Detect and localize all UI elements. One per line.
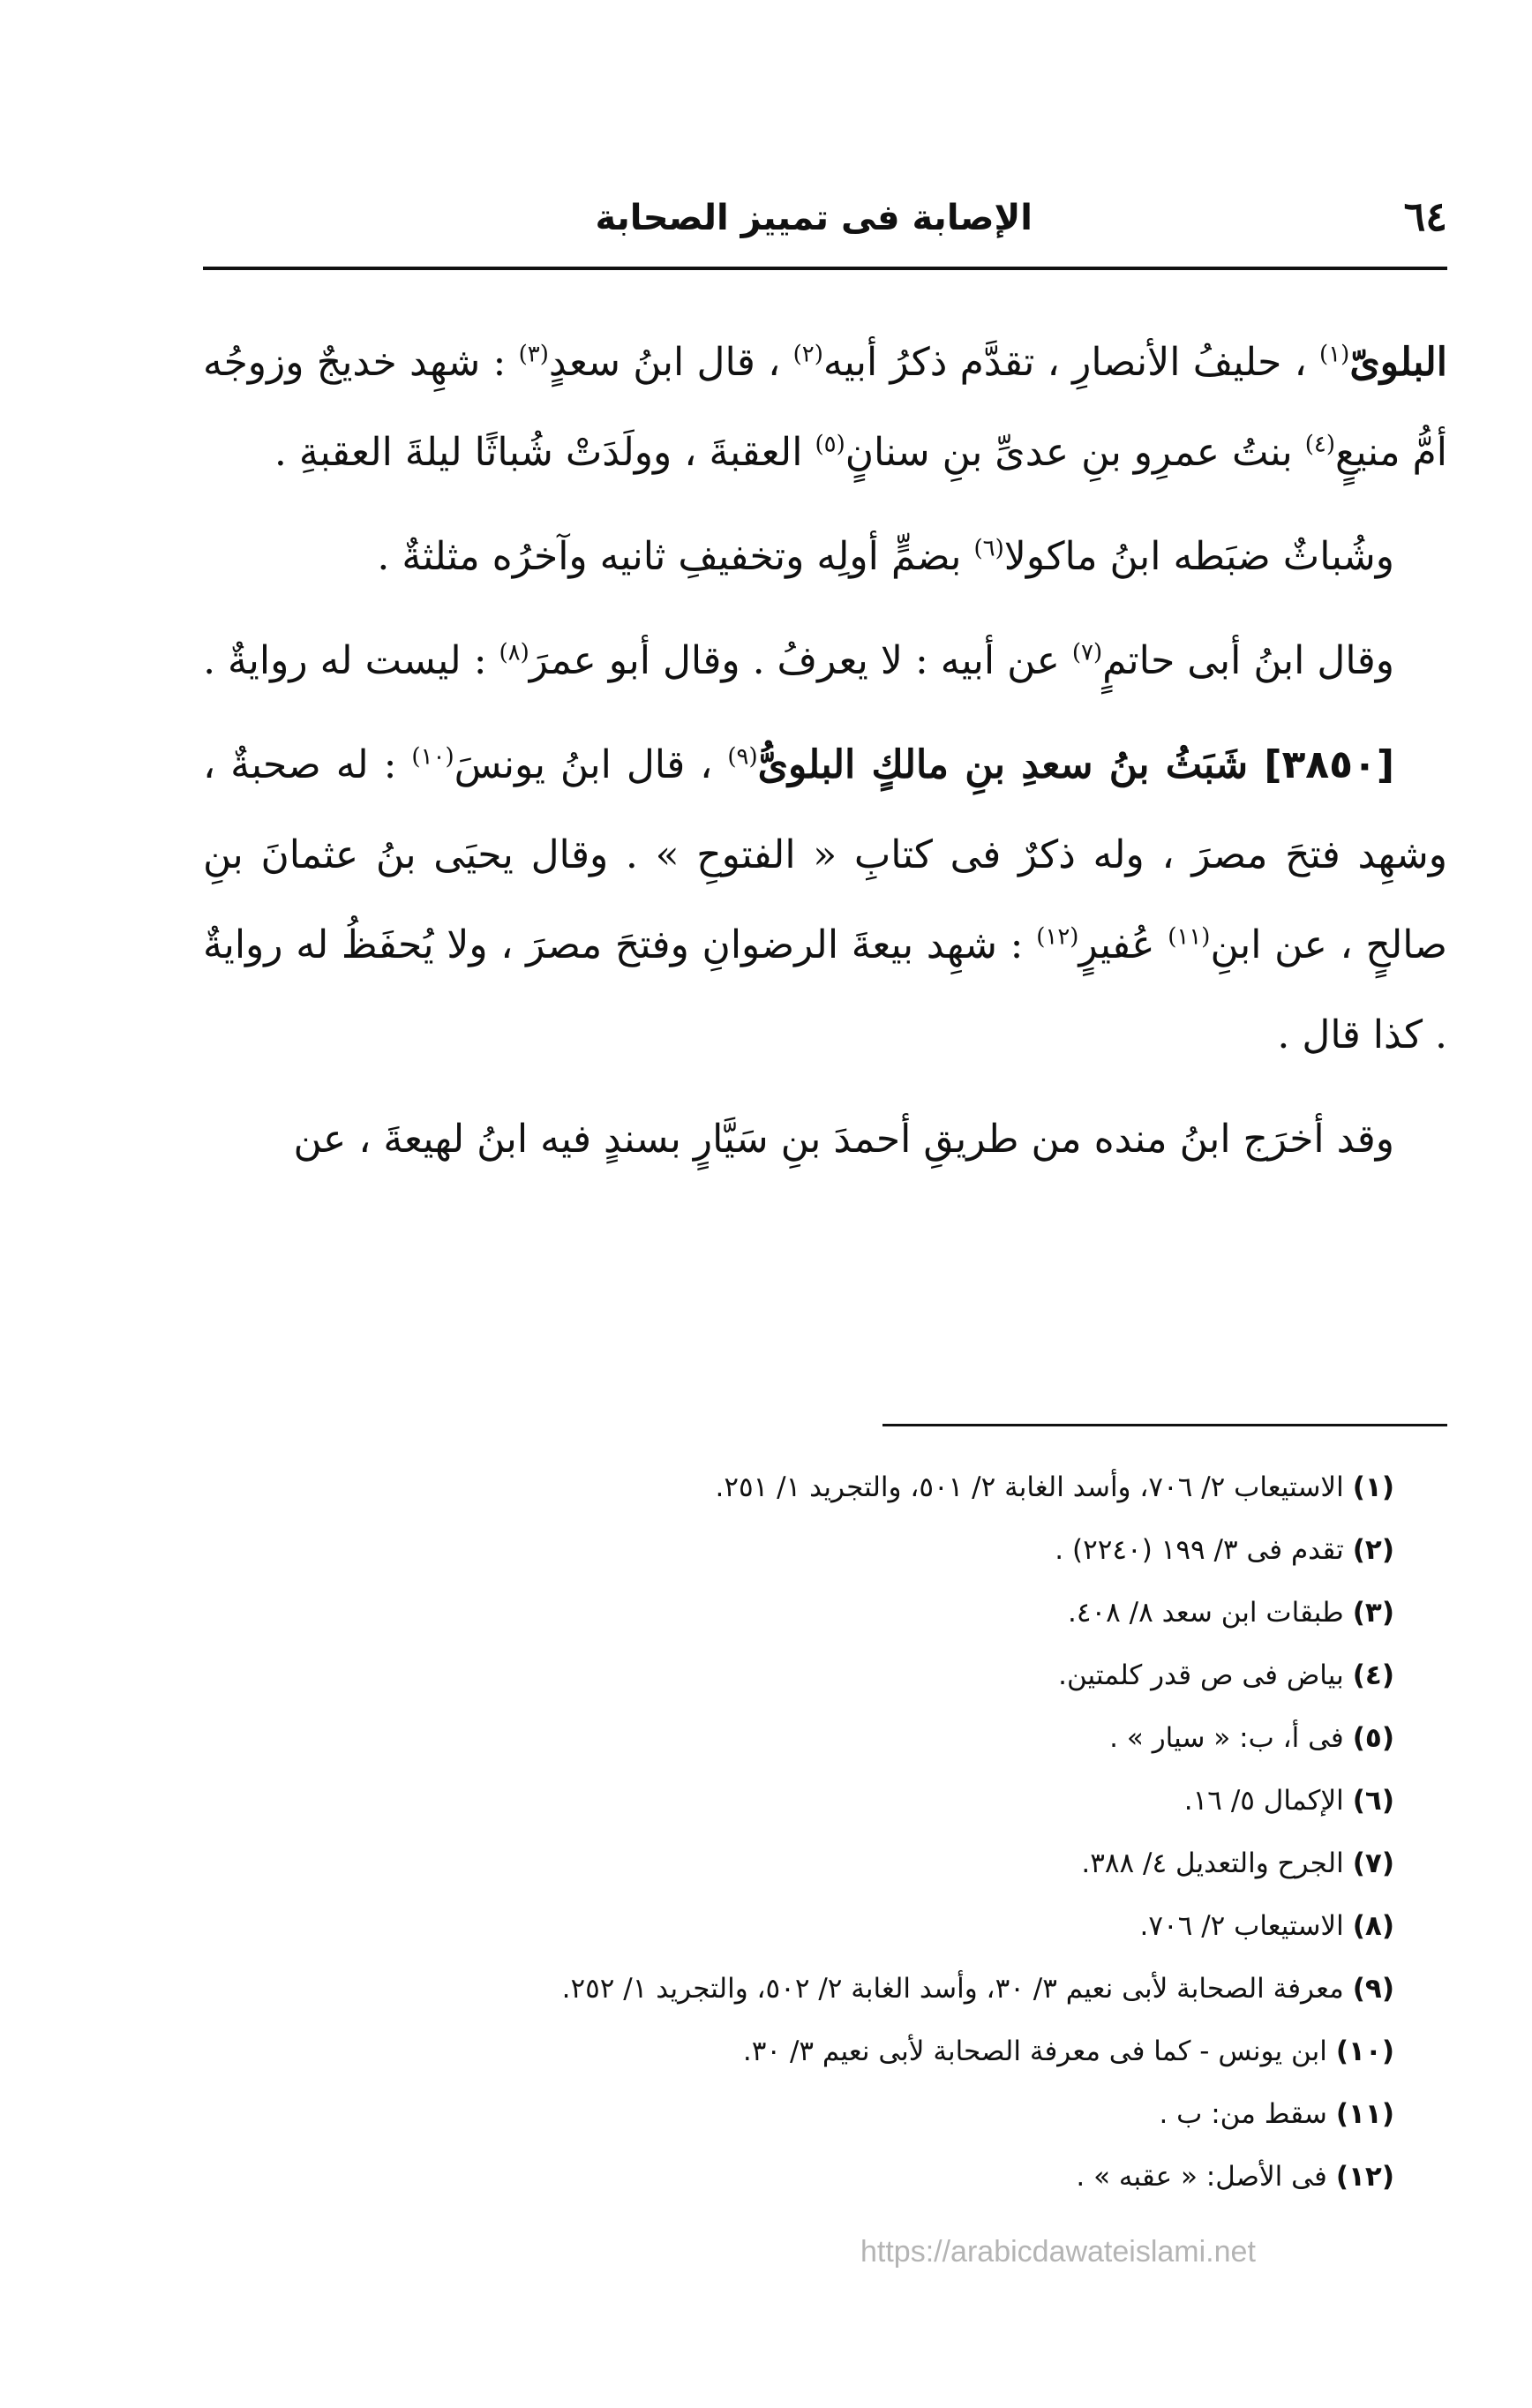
footnote-number: (٩) — [1352, 1973, 1394, 2005]
paragraph-5 — [203, 1095, 1447, 1185]
text-segment: : شهِد بيعةَ الرضوانِ وفتحَ مصرَ ، ولا يُحفَظُ له روايةٌ . كذا قال . — [203, 922, 1447, 1057]
footnote-text: الاستيعاب ٢/ ٧٠٦. — [1139, 1910, 1344, 1942]
footnote-2 — [203, 1519, 1394, 1582]
entry-name: شَبَثُ بنُ سعدِ بنِ مالكٍ البلوىُّ — [757, 742, 1265, 787]
footnote-7 — [203, 1832, 1394, 1895]
page-number: ٦٤ — [1403, 192, 1447, 240]
text-segment: العقبةَ ، وولَدَتْ شُباثًا ليلةَ العقبةِ . — [274, 430, 815, 475]
text-segment: ، قال ابنُ سعدٍ — [548, 340, 793, 385]
footnote-text: تقدم فى ٣/ ١٩٩ (٢٢٤٠) . — [1055, 1534, 1344, 1566]
main-text — [203, 318, 1447, 1199]
footnote-ref-3: (٣) — [518, 341, 549, 368]
footnote-9 — [203, 1958, 1394, 2020]
text-segment: بضمٍّ أولِه وتخفيفِ ثانيه وآخرُه مثلثةٌ . — [377, 534, 974, 579]
footnote-1 — [203, 1456, 1394, 1519]
footnote-ref-12: (١٢) — [1036, 923, 1079, 951]
footnote-5 — [203, 1707, 1394, 1770]
footnote-3 — [203, 1582, 1394, 1644]
name-albalawi: البلوىّ — [1349, 340, 1447, 385]
text-segment: بنتُ عمرِو بنِ عدىِّ بنِ سنانٍ — [845, 430, 1305, 475]
footnote-number: (١) — [1352, 1471, 1394, 1503]
text-segment: وشُباثٌ ضبَطه ابنُ ماكولا — [1003, 534, 1394, 579]
footnote-number: (١٠) — [1335, 2036, 1394, 2067]
footnote-number: (٣) — [1352, 1597, 1394, 1629]
header-rule — [203, 267, 1447, 270]
entry-number: [٣٨٥٠] — [1264, 742, 1394, 787]
text-segment: : ليست له روايةٌ . — [203, 638, 499, 683]
footnote-11 — [203, 2083, 1394, 2146]
footnote-ref-7: (٧) — [1071, 639, 1103, 666]
footnote-number: (٨) — [1352, 1910, 1394, 1942]
footnote-6 — [203, 1770, 1394, 1832]
paragraph-3 — [203, 616, 1447, 706]
paragraph-4-entry — [203, 720, 1447, 1080]
footnote-number: (٤) — [1352, 1659, 1394, 1691]
text-segment: وقال ابنُ أبى حاتمٍ — [1102, 638, 1394, 683]
book-title: الإصابة فى تمييز الصحابة — [595, 198, 1033, 238]
footnote-number: (٧) — [1352, 1847, 1394, 1879]
footnote-text: بياض فى ص قدر كلمتين. — [1058, 1659, 1344, 1691]
footnote-text: ابن يونس - كما فى معرفة الصحابة لأبى نعيم ٣/ ٣٠. — [742, 2036, 1327, 2067]
footnote-text: فى الأصل: « عقبه » . — [1076, 2161, 1327, 2193]
text-segment: وقد أخرَج ابنُ منده من طريقِ أحمدَ بنِ سَيَّارٍ بسندٍ فيه ابنُ لهيعةَ ، عن — [293, 1117, 1394, 1162]
text-segment: ، حليفُ الأنصارِ ، تقدَّم ذكرُ أبيه — [822, 340, 1320, 385]
footnote-number: (٢) — [1352, 1534, 1394, 1566]
footnote-12 — [203, 2146, 1394, 2209]
footnote-ref-10: (١٠) — [411, 743, 454, 771]
footnote-ref-1: (١) — [1319, 341, 1350, 368]
paragraph-2 — [203, 512, 1447, 602]
footnote-ref-9: (٩) — [727, 743, 758, 771]
footnote-ref-6: (٦) — [973, 535, 1004, 562]
footnotes — [203, 1456, 1394, 2209]
footnote-text: الجرح والتعديل ٤/ ٣٨٨. — [1081, 1847, 1344, 1879]
footnote-rule — [882, 1424, 1447, 1426]
footnote-number: (٥) — [1352, 1722, 1394, 1754]
text-segment: عُفيرٍ — [1078, 922, 1168, 967]
footnote-text: الإكمال ٥/ ١٦. — [1183, 1785, 1344, 1817]
footnote-number: (١١) — [1335, 2098, 1394, 2130]
footnote-ref-5: (٥) — [815, 431, 845, 458]
footnote-text: سقط من: ب . — [1159, 2098, 1327, 2130]
footnote-number: (٦) — [1352, 1785, 1394, 1817]
footnote-ref-8: (٨) — [499, 639, 529, 666]
running-header — [203, 192, 1447, 256]
text-segment: : له صحبةٌ ، وشهِد فتحَ مصرَ ، وله ذكرٌ فى كتابِ « الفتوحِ » . وقال يحيَى بنُ عثمانَ بنِ صالحٍ ، عن ابنِ — [203, 742, 1447, 967]
text-segment: : شهِد خديجٌ وزوجُه أمُّ منيعٍ — [203, 340, 1447, 475]
watermark-url: https://arabicdawateislami.net — [860, 2235, 1256, 2269]
footnote-text: معرفة الصحابة لأبى نعيم ٣/ ٣٠، وأسد الغابة ٢/ ٥٠٢، والتجريد ١/ ٢٥٢. — [561, 1973, 1344, 2005]
footnote-10 — [203, 2020, 1394, 2083]
footnote-8 — [203, 1895, 1394, 1958]
footnote-ref-11: (١١) — [1168, 923, 1211, 951]
footnote-text: طبقات ابن سعد ٨/ ٤٠٨. — [1068, 1597, 1344, 1629]
text-segment: عن أبيه : لا يعرفُ . وقال أبو عمرَ — [529, 638, 1072, 683]
footnote-text: الاستيعاب ٢/ ٧٠٦، وأسد الغابة ٢/ ٥٠١، والتجريد ١/ ٢٥١. — [715, 1471, 1344, 1503]
footnote-4 — [203, 1644, 1394, 1707]
footnote-ref-2: (٢) — [792, 341, 823, 368]
footnote-text: فى أ، ب: « سيار » . — [1109, 1722, 1344, 1754]
paragraph-1 — [203, 318, 1447, 498]
footnote-ref-4: (٤) — [1304, 431, 1335, 458]
text-segment: ، قال ابنُ يونسَ — [454, 742, 728, 787]
footnote-number: (١٢) — [1335, 2161, 1394, 2193]
